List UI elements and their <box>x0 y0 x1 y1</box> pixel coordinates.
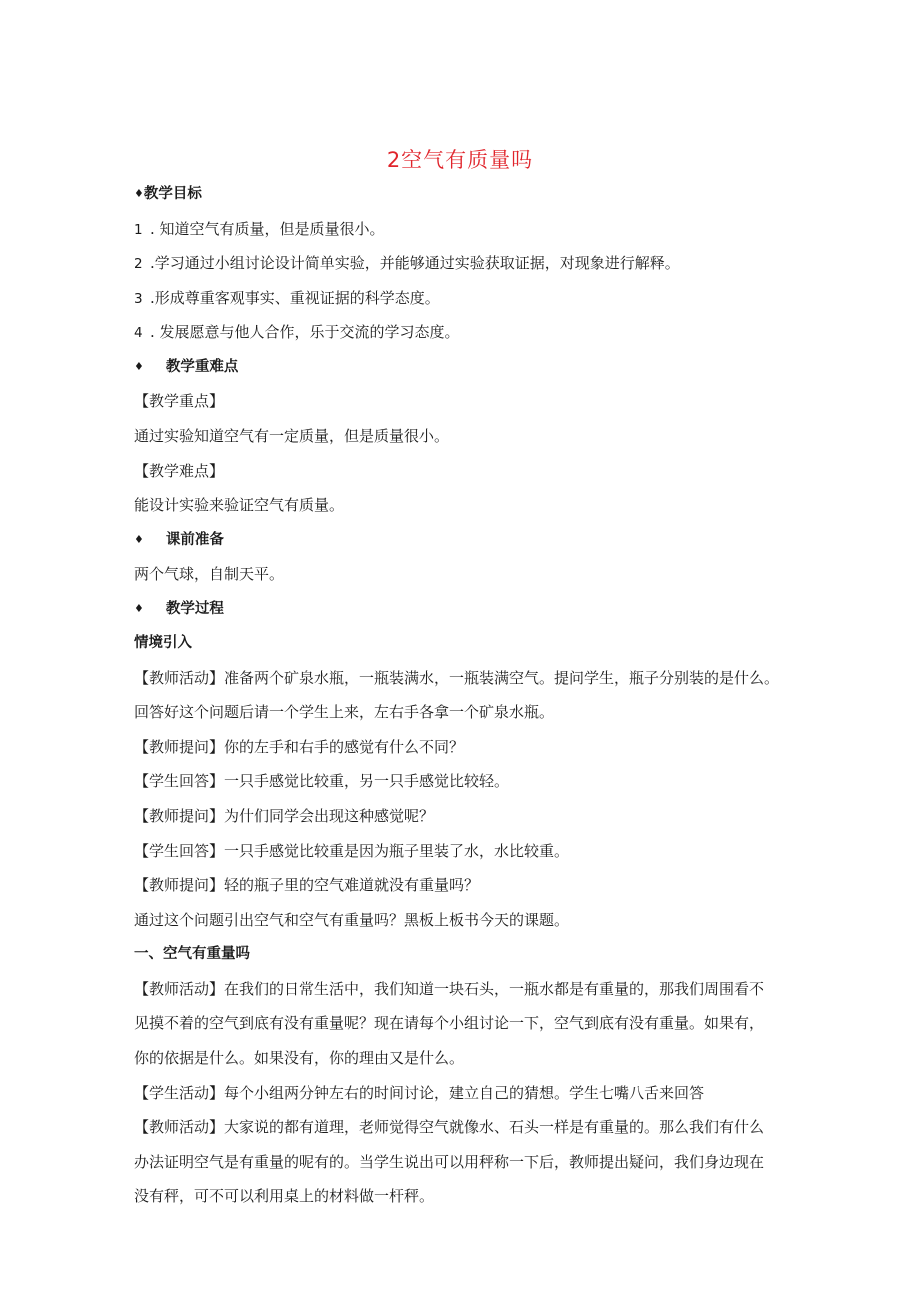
prep-heading-text: 课前准备 <box>165 532 224 548</box>
paragraph-line: 通过这个问题引出空气和空气有重量吗？黑板上板书今天的课题。 <box>134 911 570 929</box>
paragraph-line: 【教师活动】在我们的日常生活中，我们知道一块石头，一瓶水都是有重量的，那我们周围看不 <box>134 980 765 998</box>
paragraph-line: 见摸不着的空气到底有没有重量呢？现在请每个小组讨论一下，空气到底有没有重量。如果有， <box>134 1014 765 1032</box>
paragraph-line: 【教师提问】轻的瓶子里的空气难道就没有重量吗？ <box>134 876 480 894</box>
goal-item <box>134 253 680 274</box>
paragraph-line: 【教师活动】准备两个矿泉水瓶，一瓶装满水，一瓶装满空气。提问学生，瓶子分别装的是什么。 <box>134 669 780 687</box>
goal-number: 4 <box>134 325 143 341</box>
difficulty-text: 能设计实验来验证空气有质量。 <box>134 496 345 514</box>
goal-text: . 发展愿意与他人合作，乐于交流的学习态度。 <box>150 323 460 341</box>
difficulty-label: 【教学难点】 <box>134 462 225 480</box>
paragraph-line: 【教师活动】大家说的都有道理，老师觉得空气就像水、石头一样是有重量的。那么我们有什么 <box>134 1118 765 1136</box>
key-point-text: 通过实验知道空气有一定质量，但是质量很小。 <box>134 427 450 445</box>
process-heading-text: 教学过程 <box>165 601 224 617</box>
diamond-bullet-icon: ♦ <box>134 533 144 546</box>
goals-heading-text: 教学目标 <box>143 186 202 202</box>
key-points-heading-text: 教学重难点 <box>165 359 239 375</box>
goal-number: 2 <box>134 256 143 272</box>
paragraph-line: 回答好这个问题后请一个学生上来，左右手各拿一个矿泉水瓶。 <box>134 703 555 721</box>
paragraph-line: 你的依据是什么。如果没有，你的理由又是什么。 <box>134 1049 465 1067</box>
goal-item <box>134 288 440 309</box>
paragraph-line: 没有秤，可不可以利用桌上的材料做一杆秤。 <box>134 1187 435 1205</box>
key-point-label: 【教学重点】 <box>134 392 225 410</box>
diamond-bullet-icon: ♦ <box>134 602 144 615</box>
diamond-bullet-icon: ♦ <box>134 360 144 373</box>
paragraph-line: 办法证明空气是有重量的呢有的。当学生说出可以用秤称一下后，教师提出疑问，我们身边现在 <box>134 1153 765 1171</box>
goal-number: 1 <box>134 222 143 238</box>
goal-number: 3 <box>134 291 143 307</box>
key-points-heading <box>134 357 238 377</box>
paragraph-line: 【学生回答】一只手感觉比较重是因为瓶子里装了水，水比较重。 <box>134 842 570 860</box>
goal-text: . 知道空气有质量，但是质量很小。 <box>150 220 385 238</box>
paragraph-line: 【教师提问】你的左手和右手的感觉有什么不同？ <box>134 738 465 756</box>
document-title: 2空气有质量吗 <box>386 148 534 172</box>
goal-text: .形成尊重客观事实、重视证据的科学态度。 <box>150 289 440 307</box>
prep-heading <box>134 530 224 550</box>
prep-text: 两个气球，自制天平。 <box>134 565 285 583</box>
goal-text: .学习通过小组讨论设计简单实验，并能够通过实验获取证据，对现象进行解释。 <box>150 254 680 272</box>
goals-heading <box>134 184 202 204</box>
intro-heading: 情境引入 <box>134 635 192 651</box>
goal-item <box>134 219 385 240</box>
paragraph-line: 【教师提问】为什们同学会出现这种感觉呢？ <box>134 807 435 825</box>
goal-item <box>134 322 460 343</box>
process-heading <box>134 599 224 619</box>
paragraph-line: 【学生活动】每个小组两分钟左右的时间讨论，建立自己的猜想。学生七嘴八舌来回答 <box>134 1084 705 1102</box>
diamond-bullet-icon: ♦ <box>134 187 144 200</box>
part1-heading: 一、空气有重量吗 <box>134 946 250 962</box>
paragraph-line: 【学生回答】一只手感觉比较重，另一只手感觉比较轻。 <box>134 772 510 790</box>
